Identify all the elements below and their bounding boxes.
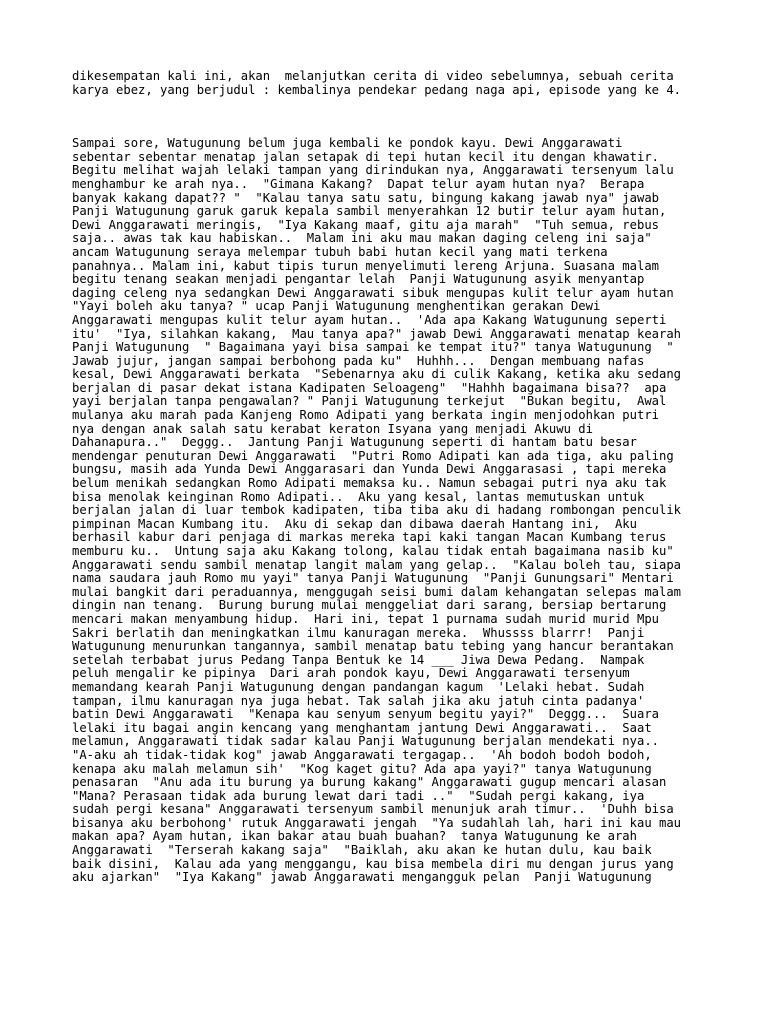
text-line: "Mana? Perasaan tidak ada burung lewat dari tadi .." "Sudah pergi kakang, iya (72, 788, 645, 803)
text-line: berjalan jalan di luar tembok kadipaten, tiba tiba aku di hadang rombongan penculik (72, 503, 682, 518)
text-line: banyak kakang dapat?? " "Kalau tanya satu satu, bingung kakang jawab nya" jawab (72, 190, 659, 205)
text-line: melamun, Anggarawati tidak sadar kalau Panji Watugunung berjalan mendekati nya.. (72, 734, 659, 749)
text-line: Sakri berlatih dan meningkatkan ilmu kanuragan mereka. Whussss blarrr! Panji (72, 625, 645, 640)
text-line: memandang kearah Panji Watugunung dengan pandangan kagum 'Lelaki hebat. Sudah (72, 679, 645, 694)
text-line: baik disini, Kalau ada yang menggangu, kau bisa membela diri mu dengan jurus yang (72, 856, 674, 871)
text-line: lelaki itu bagai angin kencang yang menghantam jantung Dewi Anggarawati.. Saat (72, 720, 652, 735)
text-line: kenapa aku malah melamun sih' "Kog kaget gitu? Ada apa yayi?" tanya Watugunung (72, 761, 652, 776)
text-line: sebentar sebentar menatap jalan setapak di tepi hutan kecil itu dengan khawatir. (72, 149, 659, 164)
text-line: kesal, Dewi Anggarawati berkata "Sebenarnya aku di culik Kakang, ketika aku sedang (72, 367, 682, 382)
text-line: panahnya.. Malam ini, kabut tipis turun menyelimuti lereng Arjuna. Suasana malam (72, 258, 659, 273)
text-line: mendengar penuturan Dewi Anggarawati "Putri Romo Adipati kan ada tiga, aku paling (72, 448, 674, 463)
text-line: Dewi Anggarawati meringis, "Iya Kakang maaf, gitu aja marah" "Tuh semua, rebus (72, 217, 659, 232)
text-line: sudah pergi kesana" Anggarawati tersenyum sambil menunjuk arah timur.. 'Duhh bisa (72, 802, 674, 817)
text-line: bisanya aku berbohong' rutuk Anggarawati jengah "Ya sudahlah lah, hari ini kau mau (72, 815, 682, 830)
text-line: Begitu melihat wajah lelaki tampan yang dirindukan nya, Anggarawati tersenyum lalu (72, 163, 674, 178)
text-line: setelah terbabat jurus Pedang Tanpa Bentuk ke 14 ___ Jiwa Dewa Pedang. Nampak (72, 652, 645, 667)
text-line: Anggarawati "Terserah kakang saja" "Baiklah, aku akan ke hutan dulu, kau baik (72, 843, 652, 858)
document-page (72, 70, 712, 885)
text-line: menghambur ke arah nya.. "Gimana Kakang? Dapat telur ayam hutan nya? Berapa (72, 176, 645, 191)
text-line: nya dengan anak salah satu kerabat keraton Isyana yang menjadi Akuwu di (72, 421, 593, 436)
text-line: bungsu, masih ada Yunda Dewi Anggarasari dan Yunda Dewi Anggarasasi , tapi mereka (72, 462, 667, 477)
text-line: peluh mengalir ke pipinya Dari arah pondok kayu, Dewi Anggarawati tersenyum (72, 666, 630, 681)
story-paragraph (72, 137, 712, 885)
intro-paragraph (72, 70, 712, 97)
text-line: mulanya aku marah pada Kanjeng Romo Adipati yang berkata ingin menjodohkan putri (72, 408, 659, 423)
text-line: itu' "Iya, silahkan kakang, Mau tanya apa?" jawab Dewi Anggarawati menatap kearah (72, 326, 682, 341)
text-line: batin Dewi Anggarawati "Kenapa kau senyum senyum begitu yayi?" Deggg... Suara (72, 707, 659, 722)
text-line: daging celeng nya sedangkan Dewi Anggarawati sibuk mengupas kulit telur ayam hutan (72, 285, 674, 300)
text-line: Anggarawati sendu sambil menatap langit malam yang gelap.. "Kalau boleh tau, siapa (72, 557, 682, 572)
text-line: begitu tenang seakan menjadi pengantar lelah Panji Watugunung asyik menyantap (72, 272, 645, 287)
text-line: berjalan di pasar dekat istana Kadipaten Seloageng" "Hahhh bagaimana bisa?? apa (72, 380, 667, 395)
text-line: Jawab jujur, jangan sampai berbohong pada ku" Huhhh... Dengan membuang nafas (72, 353, 645, 368)
text-line: bisa menolak keinginan Romo Adipati.. Aku yang kesal, lantas memutuskan untuk (72, 489, 645, 504)
text-line: dikesempatan kali ini, akan melanjutkan cerita di video sebelumnya, sebuah cerita (72, 69, 674, 83)
text-line: karya ebez, yang berjudul : kembalinya pendekar pedang naga api, episode yang ke 4. (72, 82, 682, 97)
text-line: ancam Watugunung seraya melempar tubuh babi hutan kecil yang mati terkena (72, 244, 608, 259)
text-line: Dahanapura.." Deggg.. Jantung Panji Watugunung seperti di hantam batu besar (72, 435, 637, 450)
text-line: Watugunung menurunkan tangannya, sambil menatap batu tebing yang hancur berantakan (72, 639, 674, 654)
text-line: pimpinan Macan Kumbang itu. Aku di sekap dan dibawa daerah Hantang ini, Aku (72, 516, 637, 531)
text-line: aku ajarkan" "Iya Kakang" jawab Anggarawati mengangguk pelan Panji Watugunung (72, 870, 652, 885)
paragraph-gap (72, 97, 712, 137)
text-line: saja.. awas tak kau habiskan.. Malam ini aku mau makan daging celeng ini saja" (72, 231, 652, 246)
text-line: Anggarawati mengupas kulit telur ayam hutan.. 'Ada apa Kakang Watugunung seperti (72, 312, 667, 327)
text-line: penasaran "Anu ada itu burung ya burung kakang" Anggarawati gugup mencari alasan (72, 775, 667, 790)
text-line: yayi berjalan tanpa pengawalan? " Panji Watugunung terkejut "Bukan begitu, Awal (72, 394, 667, 409)
text-line: berhasil kabur dari penjaga di markas mereka tapi kaki tangan Macan Kumbang terus (72, 530, 667, 545)
text-line: "A-aku ah tidak-tidak kog" jawab Anggarawati tergagap.. 'Ah bodoh bodoh bodoh, (72, 747, 652, 762)
text-line: tampan, ilmu kanuragan nya juga hebat. Tak salah jika aku jatuh cinta padanya' (72, 693, 645, 708)
text-line: makan apa? Ayam hutan, ikan bakar atau buah buahan? tanya Watugunung ke arah (72, 829, 637, 844)
text-line: mencari makan menyambung hidup. Hari ini, tepat 1 purnama sudah murid murid Mpu (72, 611, 659, 626)
text-line: memburu ku.. Untung saja aku Kakang tolong, kalau tidak entah bagaimana nasib ku" (72, 544, 674, 558)
text-line: mulai bangkit dari peraduannya, menggugah seisi bumi dalam kehangatan selepas malam (72, 584, 682, 599)
text-line: "Yayi boleh aku tanya? " ucap Panji Watugunung menghentikan gerakan Dewi (72, 299, 601, 314)
text-line: nama saudara jauh Romo mu yayi" tanya Panji Watugunung "Panji Gunungsari" Mentari (72, 571, 674, 586)
text-line: Sampai sore, Watugunung belum juga kembali ke pondok kayu. Dewi Anggarawati (72, 136, 623, 151)
text-line: dingin nan tenang. Burung burung mulai menggeliat dari sarang, bersiap bertarung (72, 598, 667, 613)
text-line: Panji Watugunung garuk garuk kepala sambil menyerahkan 12 butir telur ayam hutan, (72, 204, 667, 219)
text-line: Panji Watugunung " Bagaimana yayi bisa sampai ke tempat itu?" tanya Watugunung " (72, 340, 674, 355)
text-line: belum menikah sedangkan Romo Adipati memaksa ku.. Namun sebagai putri nya aku tak (72, 476, 667, 491)
